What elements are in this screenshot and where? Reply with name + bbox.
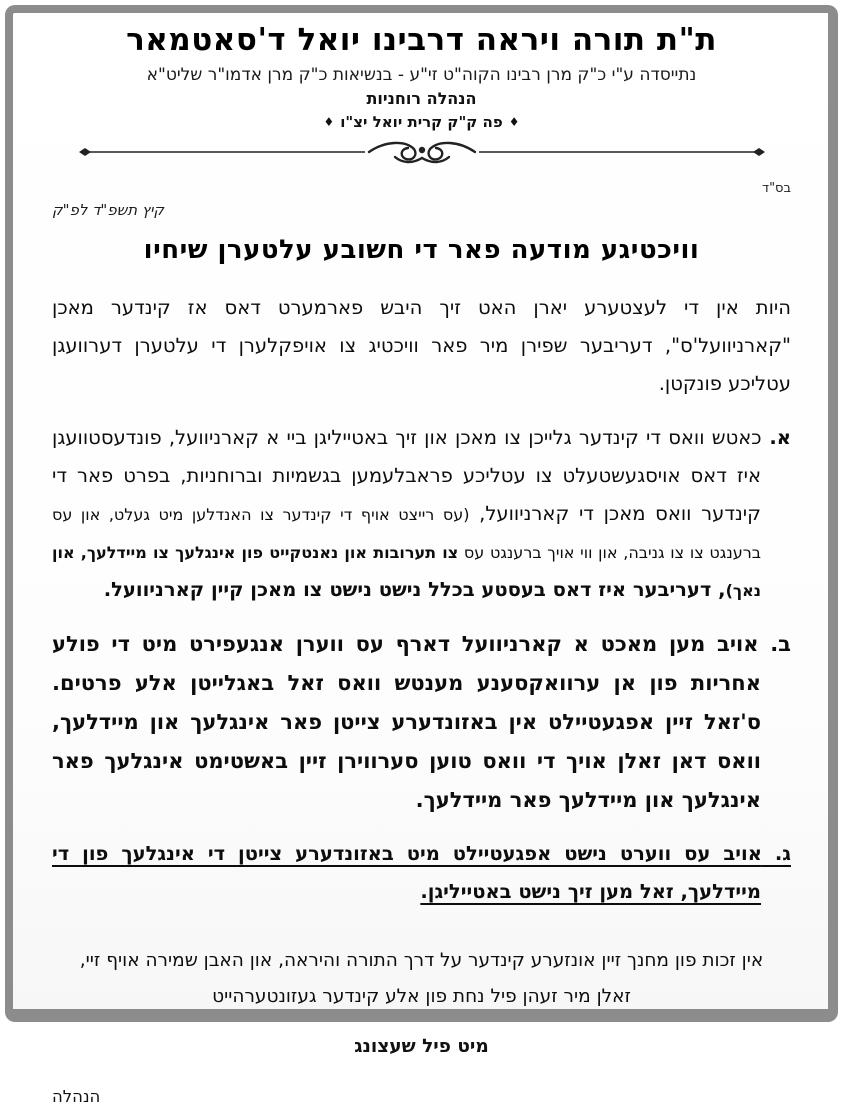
org-title: ת"ת תורה ויראה דרבינו יואל ד'סאטמאר	[126, 22, 717, 58]
closing-paragraph: אין זכות פון מחנך זיין אונזערע קינדער על דרך התורה והיראה, און האבן שמירה אויף זיי, זאלן מיר זעהן פיל נחת פון אלע קינדער געזונטערהייט	[79, 950, 764, 1008]
item-text-segment: צו תערובות און נאנטקייט פון אינגלעך צו מיידלעך, און נאך)	[52, 543, 761, 601]
item-text-segment: כאטש וואס די קינדער גלייכן צו מאכן און זיך באטייליגן ביי א קארניוועל, פונדעסטוועגן איז דאס אויסגעשטעלט צו עטליכע פראבלעמען בגשמיות וברוחניות, בפרט פאר די קינדער וואס מאכן די קארניוועל,	[52, 426, 762, 526]
notice-item	[52, 835, 791, 911]
item-letter: ב.	[758, 632, 791, 657]
notice-item	[52, 419, 791, 609]
item-letter: א.	[761, 426, 791, 450]
org-location-line	[52, 113, 791, 131]
decorative-divider	[52, 137, 791, 171]
date-line: קיץ תשפ"ד לפ"ק	[52, 201, 165, 219]
org-subtitle: נתייסדה ע"י כ"ק מרן רבינו הקוה"ט זי"ע - בנשיאות כ"ק מרן אדמו"ר שליט"א	[146, 65, 697, 85]
item-text-segment: , דעריבער איז דאס בעסטע בכלל נישט נישט צו מאכן קיין קארניוועל.	[103, 578, 726, 602]
org-location: פה ק"ק קרית יואל יצ"ו	[340, 113, 503, 131]
flourish-divider-icon	[77, 137, 767, 167]
notice-item	[52, 625, 791, 819]
letter-content	[52, 18, 791, 1106]
diamond-icon: ♦	[508, 115, 520, 129]
diamond-icon: ♦	[323, 115, 335, 129]
notice-items	[52, 419, 791, 911]
item-text-segment: אויב עס ווערט נישט אפגעטיילט מיט באזונדערע צייטן די אינגלעך פון די מיידלעך, זאל מען זיך נישט באטייליגן.	[52, 842, 762, 904]
intro-paragraph: היות אין די לעצטערע יארן האט זיך היבש פארמערט דאס אז קינדער מאכן "קארניוועל'ס", דעריבער שפירן מיר פאר וויכטיג צו אויפקלערן די עלטערן דערוועגן עטליכע פונקטן.	[52, 296, 791, 396]
notice-heading: וויכטיגע מודעה פאר די חשובע עלטערן שיחיו	[143, 235, 700, 265]
org-department: הנהלה רוחניות	[366, 89, 477, 108]
item-text-segment: (עס רייצט אויף די קינדער צו האנדלען מיט געלט, און עס ברענגט צו צו גניבה, און ווי אויך ברענגט עס	[52, 505, 761, 563]
item-letter: ג.	[761, 842, 791, 866]
letterhead	[52, 22, 791, 171]
bsd-label: בס"ד	[761, 181, 791, 196]
signature-line: הנהלה	[52, 1086, 101, 1106]
signoff-line: מיט פיל שעצונג	[354, 1035, 489, 1057]
item-text-segment: אויב מען מאכט א קארניוועל דארף עס ווערן אנגעפירט מיט די פולע אחריות פון אן ערוואקסענע מענטש וואס זאל באגלייטן אלע פרטים. ס'זאל זיין אפגעטיילט אין באזונדערע צייטן פאר אינגלעך און מיידלעך, וואס דאן זאלן אויך די וואס טוען סערווירן זיין באשטימט אינגלעך פאר אינגלעך און מיידלעך פאר מיידלעך.	[52, 632, 761, 812]
